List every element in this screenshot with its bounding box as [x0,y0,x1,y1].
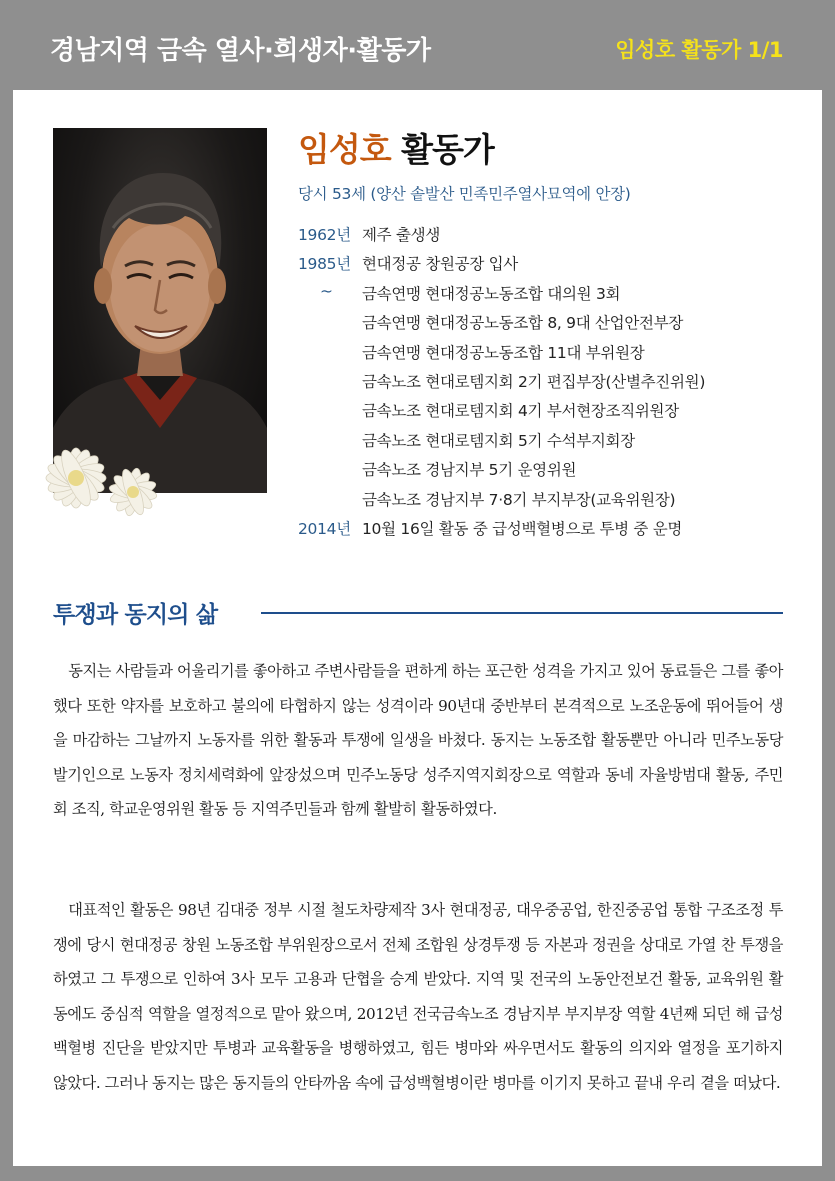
timeline-list [298,223,808,546]
profile-subtitle: 당시 53세 (양산 솥발산 민족민주열사묘역에 안장) [298,185,631,203]
timeline-row [298,341,808,370]
header-bar [0,0,835,90]
chrysanthemum-icon [21,430,181,540]
timeline-text: 현대정공 창원공장 입사 [362,255,518,274]
body-paragraph: 대표적인 활동은 98년 김대중 정부 시절 철도차량제작 3사 현대정공, 대우중공업, 한진중공업 통합 구조조정 투쟁에 당시 현대정공 창원 노동조합 부위원장으로서 전체 조합원 상경투쟁 등 자본과 정권을 상대로 가열 찬 투쟁을 하였고 그 투쟁으로 인하여 3사 모두 고용과 단협을 승계 받았다. 지역 및 전국의 노동안전보건 활동, 교육위원 활동에도 중심적 역할을 열정적으로 맡아 왔으며, 2012년 전국금속노조 경남지부 부지부장 역할 4년째 되던 해 급성 백혈병 진단을 받았지만 투병과 교육활동을 병행하였고, 힘든 병마와 싸우면서도 활동의 의지와 열정을 포기하지 않았다. 그러나 동지는 많은 동지들의 안타까움 속에 급성백혈병이란 병마를 이기지 못하고 끝내 우리 곁을 떠났다. [53,901,783,1092]
timeline-row [298,488,808,517]
timeline-text: 금속노조 경남지부 7·8기 부지부장(교육위원장) [362,490,676,509]
timeline-row [298,429,808,458]
timeline-text: 금속연맹 현대정공노동조합 11대 부위원장 [362,343,645,362]
timeline-text: 10월 16일 활동 중 급성백혈병으로 투병 중 운명 [362,519,683,538]
content-panel [13,90,822,1166]
body-paragraph: 동지는 사람들과 어울리기를 좋아하고 주변사람들을 편하게 하는 포근한 성격을 가지고 있어 동료들은 그를 좋아했다 또한 약자를 보호하고 불의에 타협하지 않는 성격이라 90년대 중반부터 본격적으로 노조운동에 뛰어들어 생을 마감하는 그날까지 노동자를 위한 활동과 투쟁에 일생을 바쳤다. 동지는 노동조합 활동뿐만 아니라 민주노동당 발기인으로 노동자 정치세력화에 앞장섰으며 민주노동당 성주지역지회장으로 역할과 동네 자율방범대 활동, 주민회 조직, 학교운영위원 활동 등 지역주민들과 함께 활발히 활동하였다. [53,662,783,819]
timeline-row [298,311,808,340]
timeline-row [298,282,808,311]
timeline-row [298,223,808,252]
timeline-text: 금속노조 현대로템지회 4기 부서현장조직위원장 [362,402,679,421]
timeline-row [298,370,808,399]
timeline-text: 금속노조 경남지부 5기 운영위원 [362,461,577,480]
timeline-row [298,252,808,281]
header-title: 경남지역 금속 열사·희생자·활동가 [50,36,431,66]
timeline-text: 금속노조 현대로템지회 2기 편집부장(산별추진위원) [362,372,706,391]
section-divider [261,612,783,614]
timeline-row [298,517,808,546]
timeline-text: 금속노조 현대로템지회 5기 수석부지회장 [362,431,635,450]
timeline-row [298,458,808,487]
section-title: 투쟁과 동지의 삶 [53,602,218,628]
timeline-text: 금속연맹 현대정공노동조합 8, 9대 산업안전부장 [362,314,684,333]
profile-role: 활동가 [401,130,494,169]
header-page-tag: 임성호 활동가 1/1 [615,38,783,62]
timeline-year: 2014년 [298,519,351,538]
profile-name-heading [298,124,494,171]
timeline-year: 1962년 [298,226,351,244]
timeline-text: 제주 출생생 [362,226,440,244]
timeline-row [298,399,808,428]
profile-name: 임성호 [298,130,391,169]
timeline-year: ~ [320,281,333,300]
timeline-text: 금속연맹 현대정공노동조합 대의원 3회 [362,284,621,303]
timeline-year: 1985년 [298,255,351,274]
